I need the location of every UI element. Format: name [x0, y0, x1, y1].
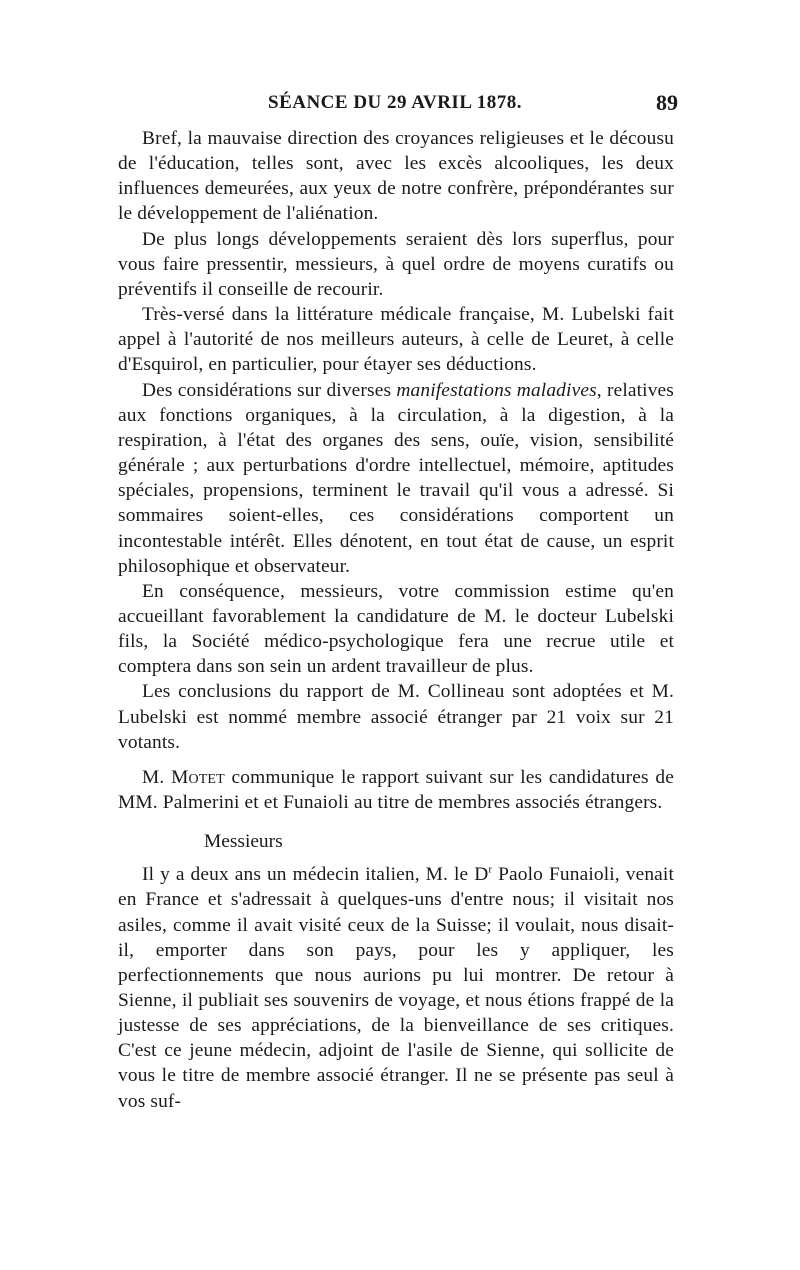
paragraph-vote-result: Les conclusions du rapport de M. Collineau sont adoptées et M. Lubelski est nommé membre associé étranger par 21 voix sur 21 votants.: [118, 681, 674, 753]
paragraph-french-literature: Très-versé dans la littérature médicale française, M. Lubelski fait appel à l'autorité de nos meilleurs auteurs, à celle de Leuret, à celle d'Esquirol, en particulier, pour étayer ses déductions.: [118, 304, 674, 376]
body-text: [118, 126, 674, 1114]
paragraph-motet-start: M.: [142, 766, 172, 788]
running-head: [118, 92, 678, 122]
paragraph-funaioli-start: Il y a deux ans un médecin italien, M. le D: [142, 864, 489, 886]
paragraph-motet-end: communique le rapport suivant sur les candidatures de MM. Palmerini et et Funaioli au titre de membres associés étrangers.: [118, 766, 674, 814]
speaker-name: Motet: [171, 766, 225, 788]
running-title: SÉANCE DU 29 AVRIL 1878.: [268, 92, 522, 113]
paragraph-funaioli-end: Paolo Funaioli, venait en France et s'adressait à quelques-uns d'entre nous; il visitait nos asiles, comme il avait visité ceux de la Suisse; il voulait, nous disait-il, emporter dans son pays, pour les y appliquer, les perfectionnements que nous aurions pu lui montrer. De retour à Sienne, il publiait ses souvenirs de voyage, et nous étions frappé de la justesse de ses appréciations, de la bienveillance de ses critiques. C'est ce jeune médecin, adjoint de l'asile de Sienne, qui sollicite de vous le titre de membre associé étranger. Il ne se présente pas seul à vos suf-: [118, 864, 674, 1112]
paragraph-considerations: [118, 378, 674, 579]
salutation: Messieurs: [204, 831, 283, 853]
doctor-abbrev-superscript: r: [488, 863, 493, 876]
paragraph-funaioli: [118, 862, 674, 1114]
paragraph-commission-opinion: En conséquence, messieurs, votre commission estime qu'en accueillant favorablement la candidature de M. le docteur Lubelski fils, la Société médico-psychologique fera une recrue utile et comptera dans son sein un ardent travailleur de plus.: [118, 580, 674, 678]
paragraph-motet-report: [118, 765, 674, 815]
paragraph-considerations-start: Des considérations sur diverses: [142, 379, 397, 401]
paragraph-conclusion-influences: Bref, la mauvaise direction des croyances religieuses et le décousu de l'éducation, telles sont, avec les excès alcooliques, les deux influences demeurées, aux yeux de notre confrère, prépondérantes sur le développement de l'aliénation.: [118, 128, 674, 225]
paragraph-considerations-italic: manifestations maladives: [396, 379, 597, 401]
paragraph-curative-means: De plus longs développements seraient dès lors superflus, pour vous faire pressentir, messieurs, à quel ordre de moyens curatifs ou préventifs il conseille de recourir.: [118, 228, 674, 300]
page-number: 89: [656, 90, 678, 115]
paragraph-considerations-end: , relatives aux fonctions organiques, à la circulation, à la digestion, à la respiration, à l'état des organes des sens, ouïe, vision, sensibilité générale ; aux perturbations d'ordre intellectuel, mémoire, aptitudes spéciales, propensions, terminent le travail qu'il vous a adressé. Si sommaires soient-elles, ces considérations comportent un incontestable intérêt. Elles dénotent, en tout état de cause, un esprit philosophique et observateur.: [118, 379, 675, 577]
